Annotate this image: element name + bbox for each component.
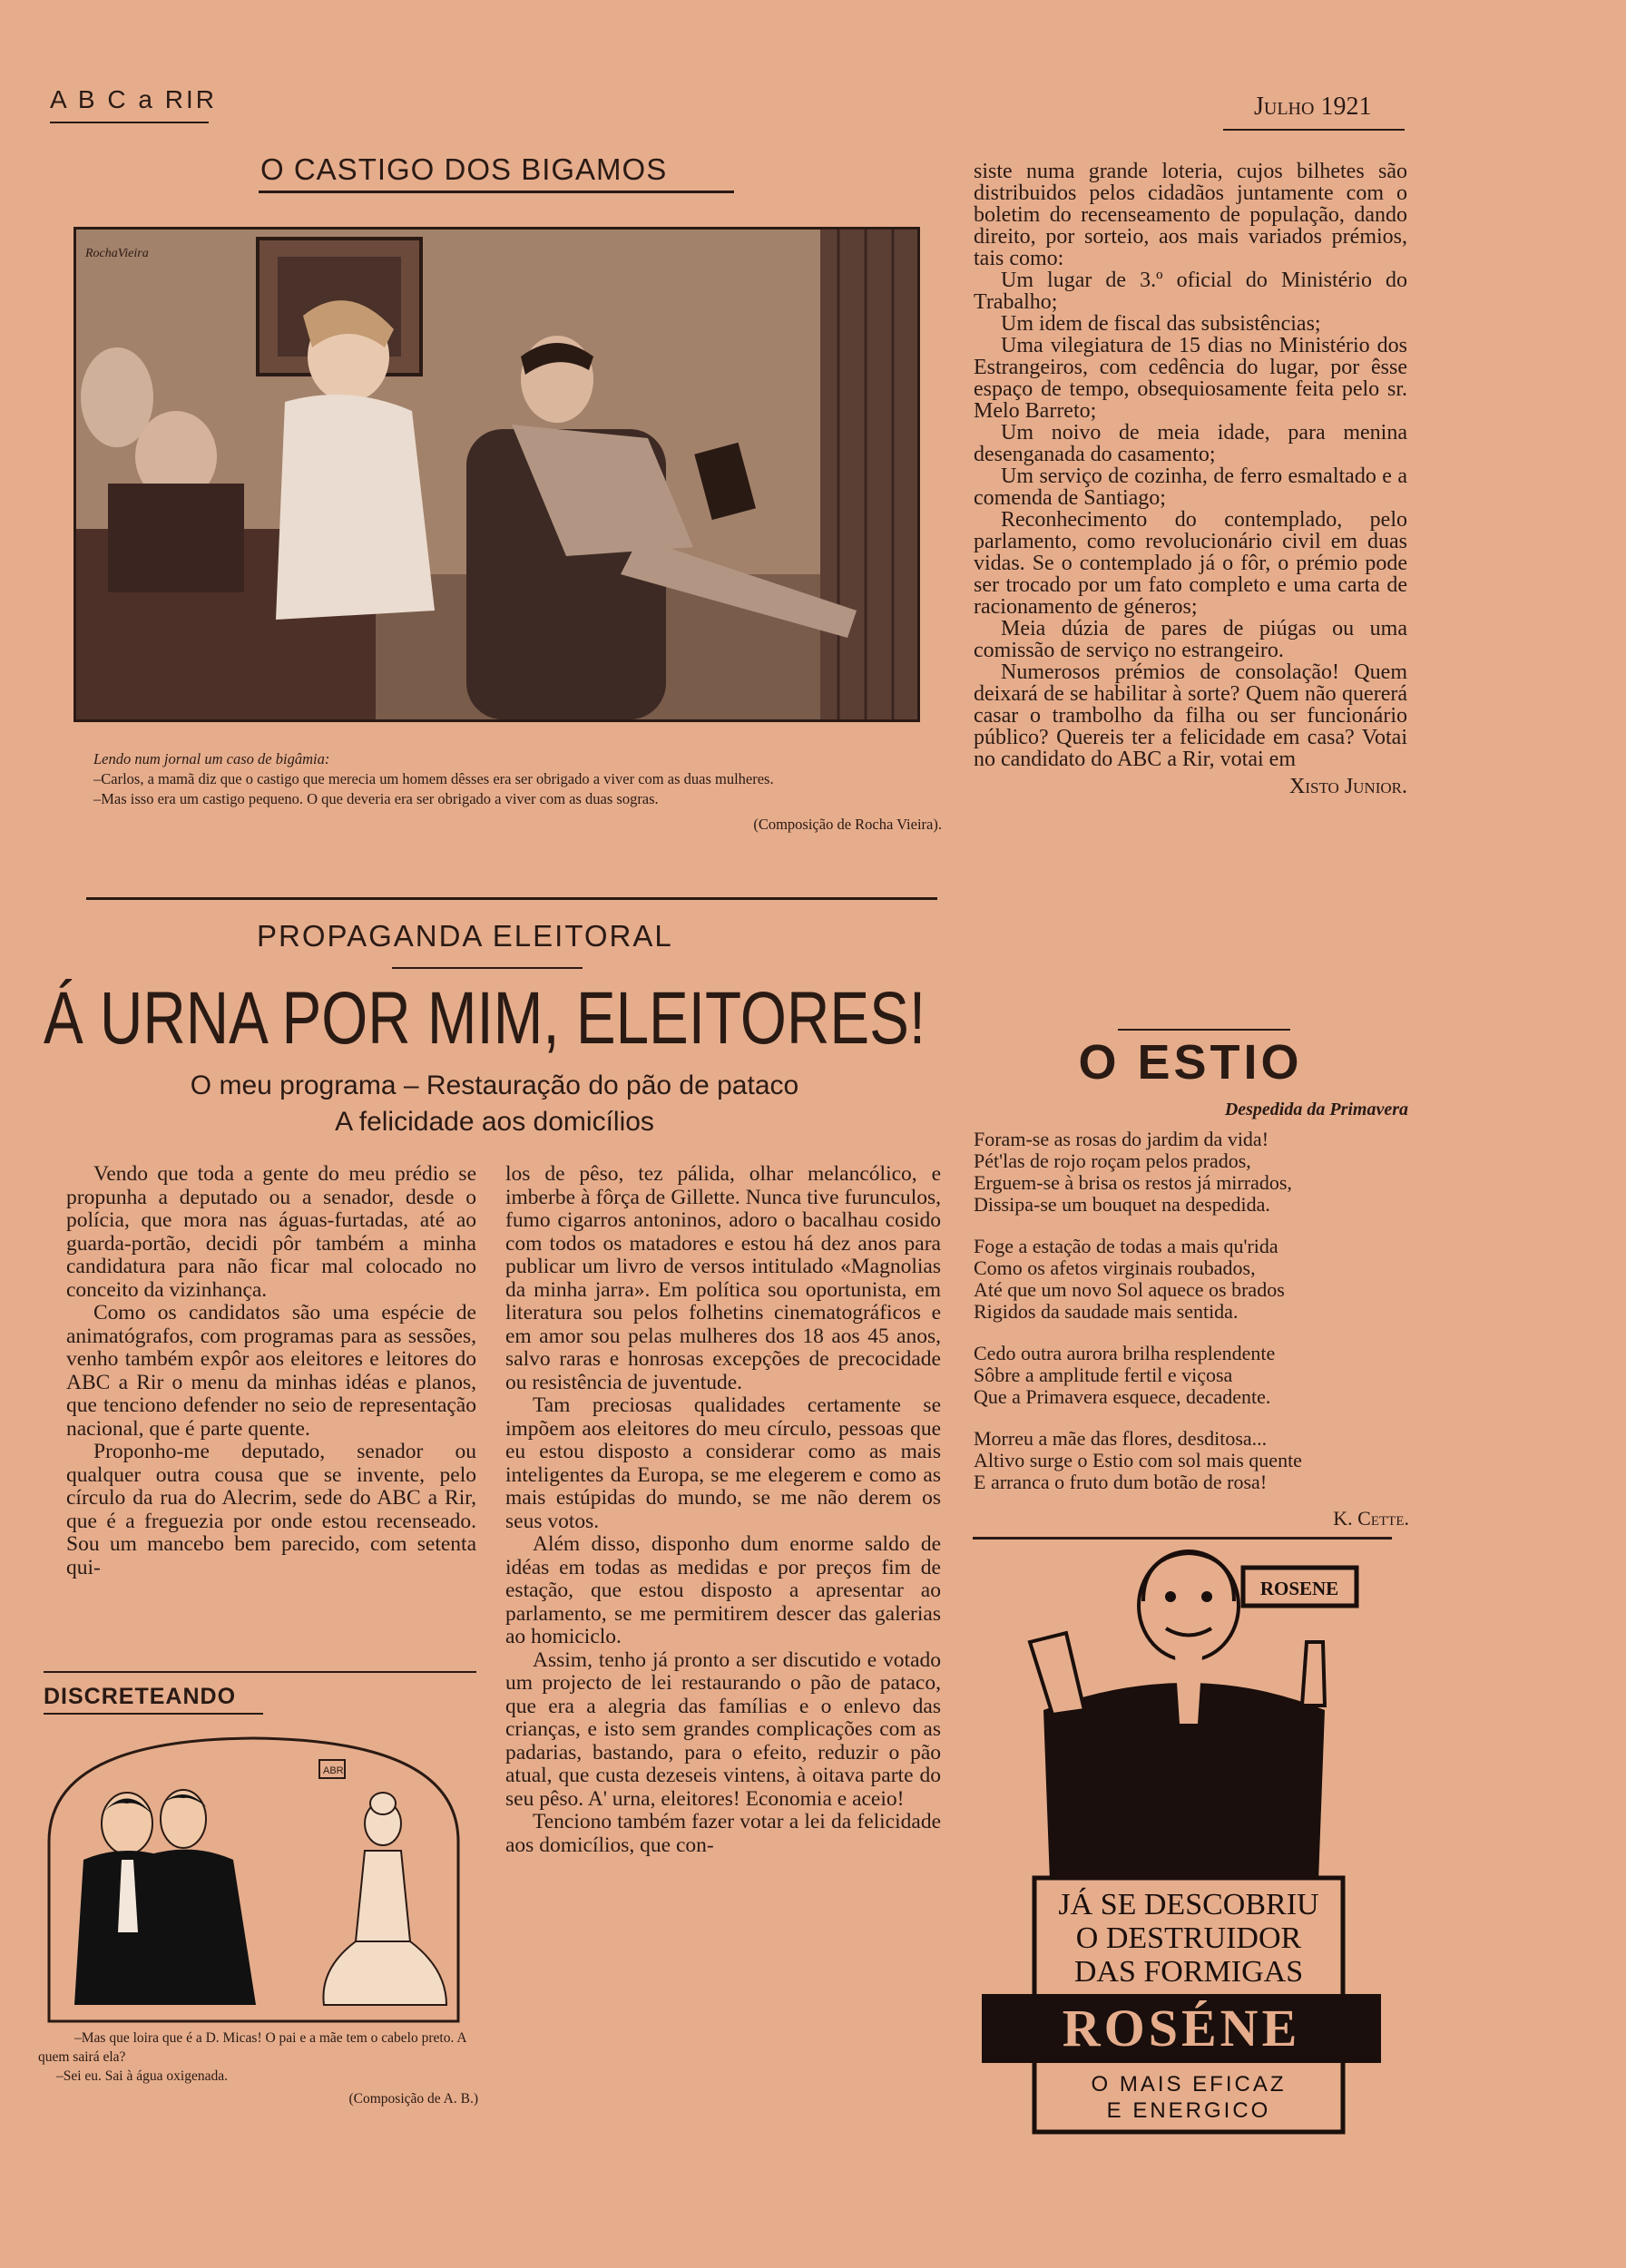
verse-line: Sôbre a amplitude fertil e viçosa — [974, 1364, 1233, 1386]
bigamos-drawing — [76, 230, 917, 719]
bigamos-title: O CASTIGO DOS BIGAMOS — [260, 152, 668, 186]
paragraph: Além disso, disponho dum enorme saldo de idéas em todas as medidas e por preços fim de estação, que estou disposto a apresentar ao parlamento, se me permitirem descer das galerias ao homiciclo. — [505, 1532, 941, 1648]
author-signature: Xisto Junior. — [1289, 775, 1407, 798]
propaganda-column-2 — [505, 1163, 941, 1857]
ad-brand: ROSÉNE — [1062, 1999, 1301, 2058]
paragraph: Tenciono também fazer votar a lei da felicidade aos domicílios, que con- — [505, 1810, 941, 1857]
verse-line: Como os afetos virginais roubados, — [974, 1256, 1256, 1279]
paragraph: Vendo que toda a gente do meu prédio se propunha a deputado ou a senador, desde o polícia, que mora nas águas-furtadas, até ao guarda-portão, decidi pôr também a minha candidatura para não ficar mal colocado no conceito da vizinhança. — [66, 1162, 476, 1302]
paragraph: Uma vilegiatura de 15 dias no Ministério dos Estrangeiros, com cedência do lugar, por êsse espaço de tempo, obsequiosamente feita pelo sr. Melo Barreto; — [974, 334, 1407, 423]
propaganda-column-1 — [66, 1163, 476, 1579]
verse-line: Erguem-se à brisa os restos já mirrados, — [974, 1171, 1292, 1194]
verse-line: E arranca o fruto dum botão de rosa! — [974, 1471, 1268, 1493]
verse-line: Foram-se as rosas do jardim da vida! — [974, 1128, 1269, 1150]
paragraph: Proponho-me deputado, senador ou qualquer outra cousa que se invente, pelo círculo da rua do Alecrim, sede do ABC a Rir, que é a freguezia por onde estou recenseado. Sou um mancebo bem parecido, com setenta qui- — [66, 1440, 476, 1579]
paragraph: Um idem de fiscal das subsistências; — [1001, 312, 1321, 336]
artist-signature: RochaVieira — [85, 247, 149, 260]
ad-line-1: JÁ SE DESCOBRIU — [1058, 1888, 1319, 1921]
paragraph: Um lugar de 3.º oficial do Ministério do Trabalho; — [974, 269, 1407, 314]
propaganda-headline: Á URNA POR MIM, ELEITORES! — [44, 977, 926, 1060]
verse-line: Dissipa-se um bouquet na despedida. — [974, 1193, 1270, 1216]
verse-line: Morreu a mãe das flores, desditosa... — [974, 1427, 1268, 1450]
discreteando-rule — [44, 1713, 263, 1715]
stanza — [974, 1428, 1409, 1493]
verse-line: Até que um novo Sol aquece os brados — [974, 1278, 1285, 1301]
poem-signature: K. Cette. — [1333, 1507, 1409, 1530]
verse-line: Altivo surge o Estio com sol mais quente — [974, 1449, 1302, 1471]
sign-mark: ABR — [323, 1765, 344, 1776]
ad-tagline-1: O MAIS EFICAZ — [1091, 2072, 1287, 2097]
paragraph: Meia dúzia de pares de piúgas ou uma comissão de serviço no estrangeiro. — [974, 617, 1407, 662]
verse-line: Cedo outra aurora brilha resplendente — [974, 1342, 1276, 1364]
paragraph: Um noivo de meia idade, para menina desenganada do casamento; — [974, 421, 1407, 466]
estio-title: O ESTIO — [1078, 1035, 1303, 1090]
column-1-end-rule — [44, 1671, 476, 1673]
kicker-rule — [392, 967, 583, 969]
discreteando-drawing — [47, 1733, 460, 2023]
verse-line: Que a Primavera esquece, decadente. — [974, 1385, 1271, 1408]
caption-credit: (Composição de Rocha Vieira). — [753, 816, 942, 833]
caption-line-1: –Carlos, a mamã diz que o castigo que merecia um homem dêsses era ser obrigado a viver com as duas mulheres. — [93, 770, 774, 787]
discreteando-illustration — [47, 1733, 460, 2023]
caption-intro: Lendo num jornal um caso de bigâmia: — [93, 750, 330, 767]
ad-line-2: O DESTRUIDOR — [1075, 1921, 1302, 1955]
stanza — [974, 1343, 1409, 1408]
estio-subtitle: Despedida da Primavera — [1224, 1100, 1408, 1119]
ad-sign-text: ROSENE — [1259, 1578, 1339, 1599]
paragraph: Um serviço de cozinha, de ferro esmaltado e a comenda de Santiago; — [974, 464, 1407, 510]
propaganda-subhead-2: A felicidade aos domicílios — [335, 1107, 654, 1137]
verse-line: Pét'las de rojo roçam pelos prados, — [974, 1149, 1251, 1172]
verse-line: Foge a estação de todas a mais qu'rida — [974, 1235, 1278, 1257]
paragraph: Numerosos prémios de consolação! Quem deixará de se habilitar à sorte? Quem não quererá casar o trambolho da filha ou ser funcionário público? Quereis ter a felicidade em casa? Votai no candidato do ABC a Rir, votai em — [974, 660, 1407, 771]
date-rule — [1223, 129, 1405, 131]
ad-tagline-2: E ENERGICO — [1106, 2098, 1271, 2123]
rosene-ad — [980, 1542, 1388, 2141]
caption-credit: (Composição de A. B.) — [348, 2091, 478, 2107]
stanza — [974, 1129, 1409, 1216]
discreteando-title: DISCRETEANDO — [44, 1684, 237, 1709]
caption-line-2: –Mas isso era um castigo pequeno. O que deveria era ser obrigado a viver com as duas sogras. — [93, 790, 659, 807]
caption-line-1: –Mas que loira que é a D. Micas! O pai e a mãe tem o cabelo preto. A quem sairá ela? — [38, 2030, 466, 2065]
paragraph: Como os candidatos são uma espécie de animatógrafos, com programas para as sessões, venho também expôr aos eleitores e leitores do ABC a Rir o menu da minhas idéas e planos, que tenciono defender no seio de representação nacional, que é parte quente. — [66, 1301, 476, 1441]
issue-date: Julho 1921 — [1254, 93, 1372, 121]
section-rule-1 — [86, 897, 937, 900]
bigamos-title-rule — [259, 191, 734, 193]
discreteando-caption — [38, 2028, 478, 2108]
paragraph: los de pêso, tez pálida, olhar melancólico, e imberbe à fôrça de Gillette. Nunca tive furunculos, fumo cigarros antoninos, adoro o bacalhau cosido com todos os matadores e estou há dez anos para publicar um livro de versos intitulado «Magnolias da minha jarra». Em política sou oportunista, em literatura sou pelos folhetins cinematográficos e em amor sou pelas mulheres dos 18 aos 45 anos, salvo raras e honrosas excepções de precocidade ou resistência de juventude. — [505, 1162, 941, 1394]
verse-line: Rigidos da saudade mais sentida. — [974, 1300, 1239, 1323]
rosene-ad-art — [980, 1542, 1388, 2141]
caption-line-2: –Sei eu. Sai à água oxigenada. — [56, 2068, 228, 2084]
estio-top-rule — [1118, 1029, 1290, 1031]
propaganda-subhead-1: O meu programa – Restauração do pão de pataco — [190, 1070, 799, 1100]
stanza — [974, 1236, 1409, 1323]
propaganda-column-3 — [974, 161, 1407, 797]
paragraph: siste numa grande loteria, cujos bilhetes são distribuidos pelos cidadãos juntamente com o boletim do recenseamento de população, dando direito, por sorteio, aos mais variados prémios, tais como: — [974, 160, 1407, 270]
bigamos-caption — [44, 749, 942, 835]
propaganda-kicker: PROPAGANDA ELEITORAL — [257, 919, 673, 953]
paragraph: Reconhecimento do contemplado, pelo parlamento, como revolucionário civil em duas vidas. Se o contemplado já o fôr, o prémio pode ser trocado por um fato completo e uma carta de racionamento de géneros; — [974, 508, 1407, 619]
estio-poem — [974, 1129, 1409, 1530]
paragraph: Tam preciosas qualidades certamente se impõem aos eleitores do meu círculo, pessoas que eu estou disposto a considerar como as mais inteligentes da Europa, se me elegerem e como as mais estúpidas do mundo, se me não derem os seus votos. — [505, 1393, 941, 1533]
ad-line-3: DAS FORMIGAS — [1073, 1955, 1304, 1989]
paragraph: Assim, tenho já pronto a ser discutido e votado um projecto de lei restaurando o pão de pataco, que era a alegria das famílias e o enlevo das crianças, e isto sem grandes complicações com as padarias, bastando, para o efeito, reduzir o pão atual, que custa dezeseis vintens, à oitava parte do seu pêso. A' urna, eleitores! Economia e aceio! — [505, 1647, 941, 1811]
ad-top-rule — [973, 1537, 1392, 1540]
masthead-rule — [50, 122, 209, 123]
bigamos-illustration — [73, 227, 920, 722]
masthead: A B C a RIR — [50, 85, 217, 113]
